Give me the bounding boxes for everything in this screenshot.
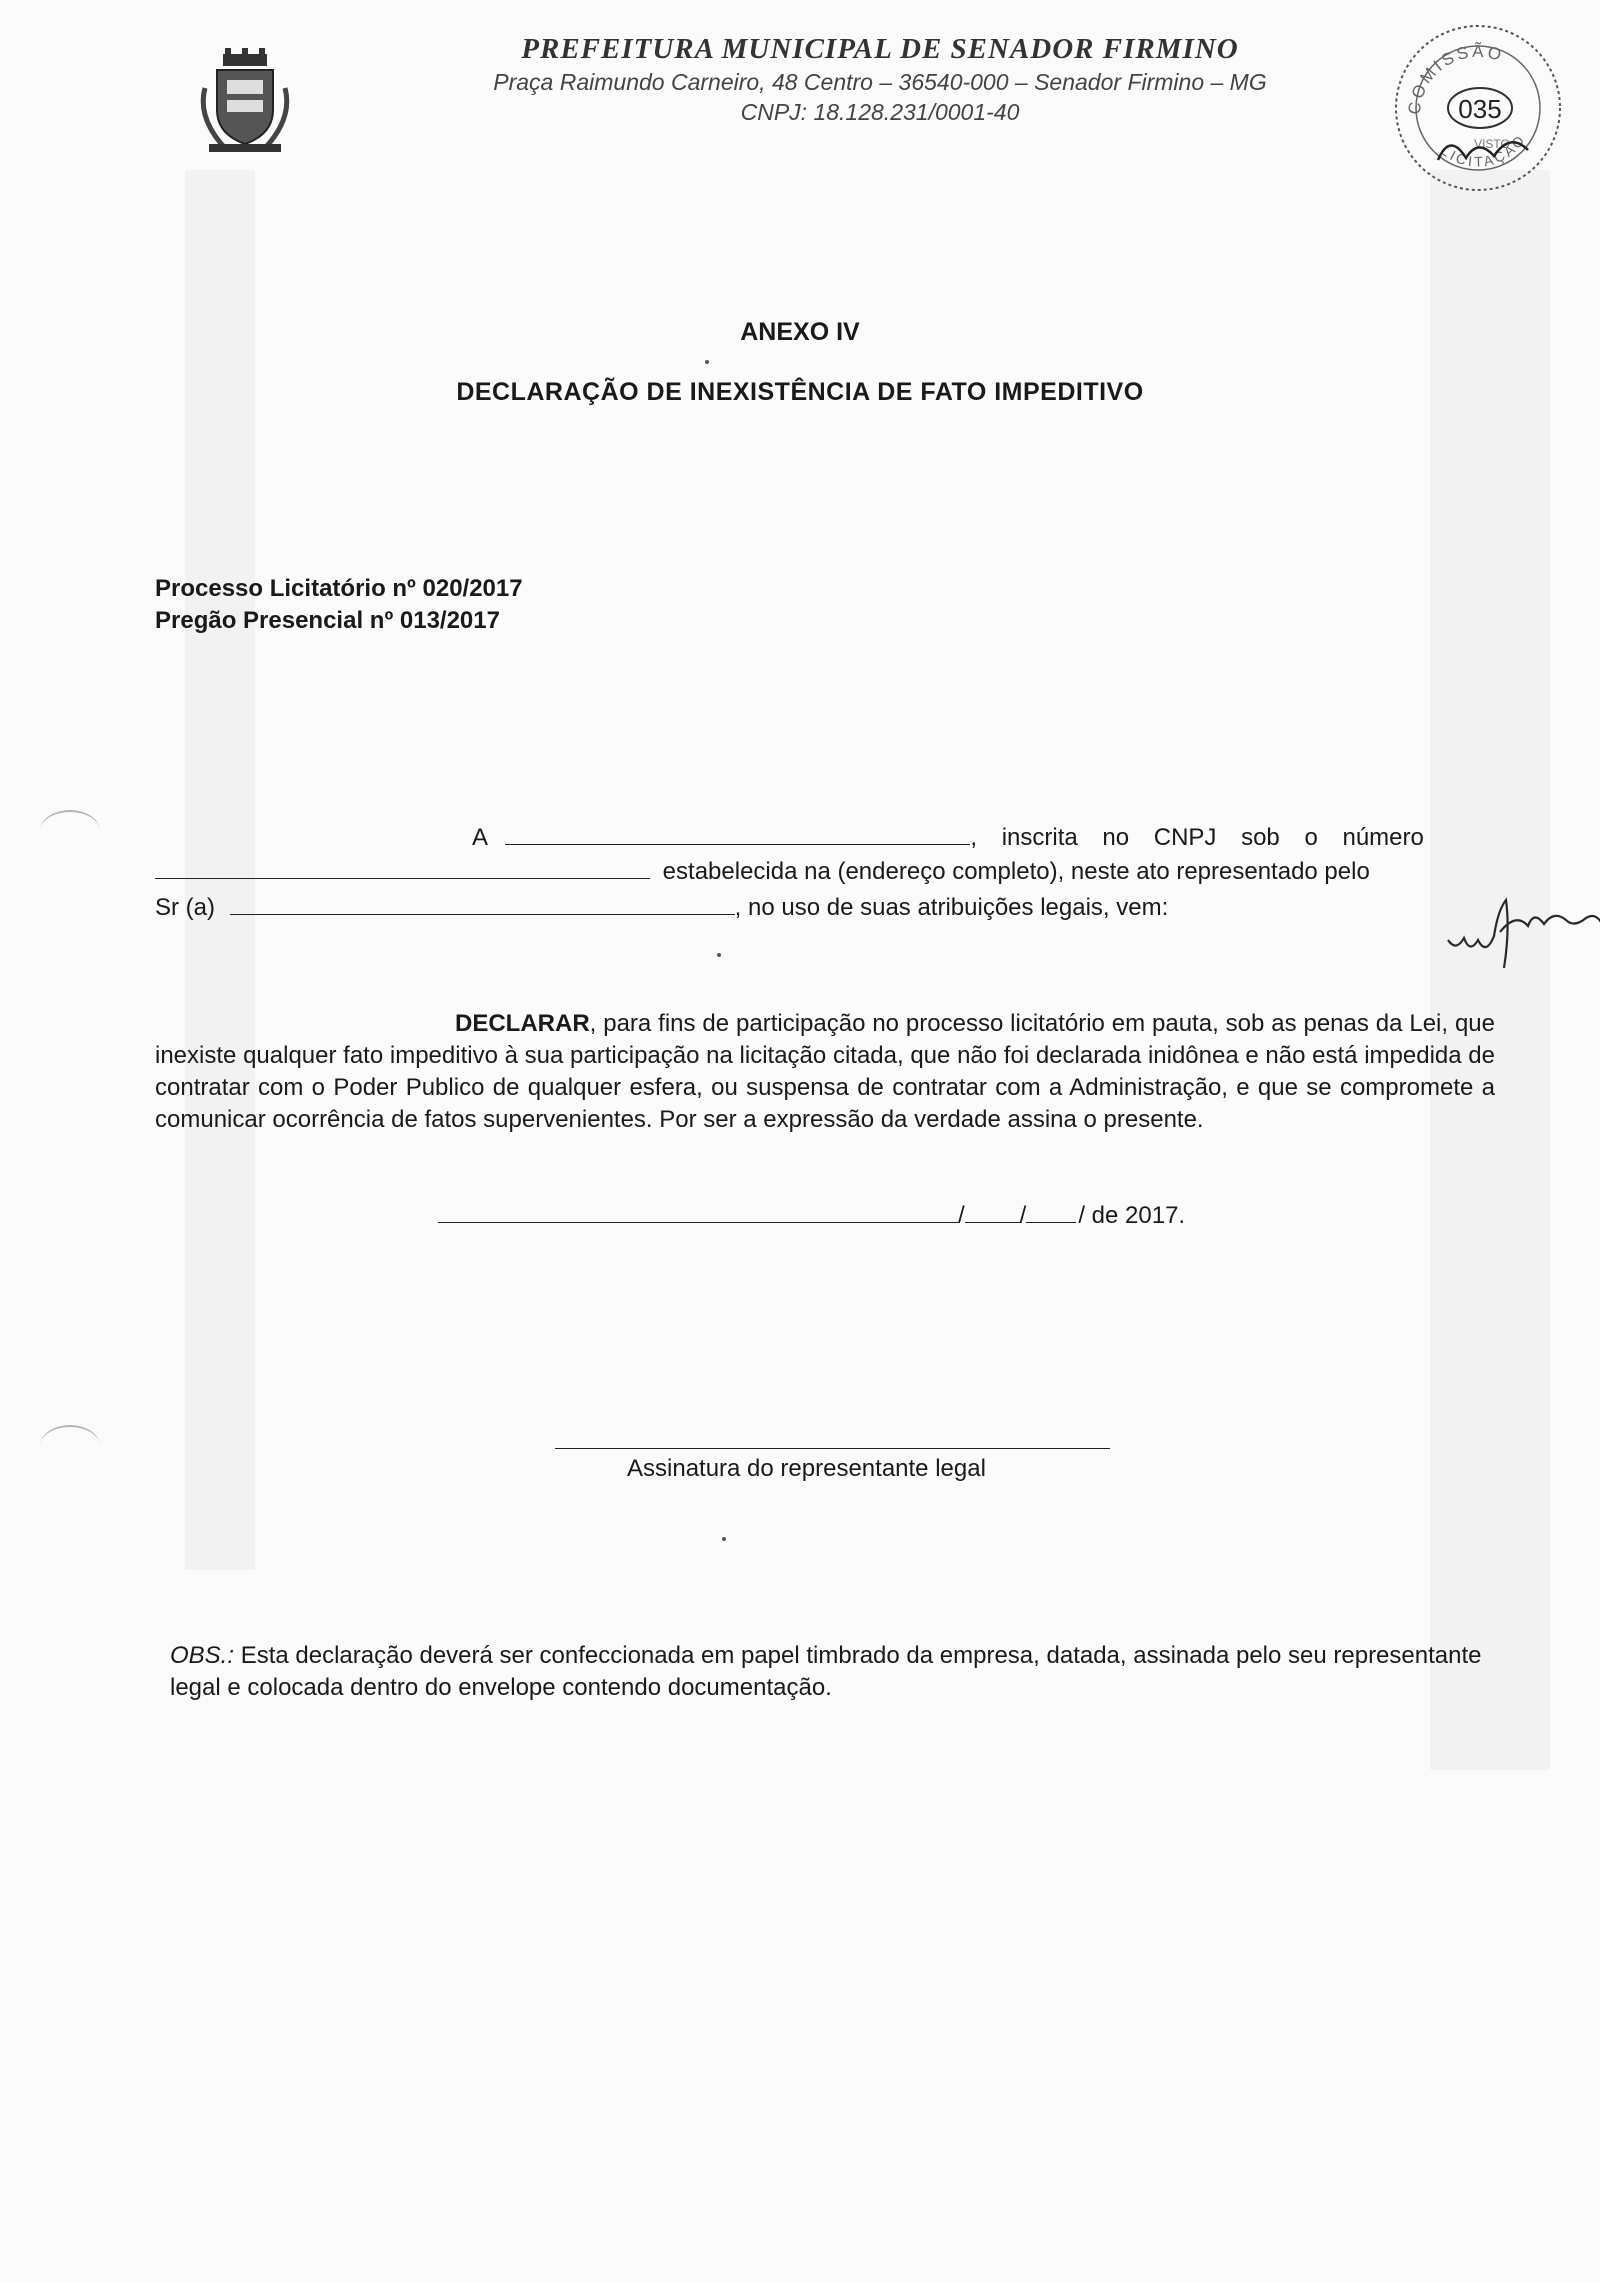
- representative-line: [155, 892, 1168, 922]
- municipality-address: Praça Raimundo Carneiro, 48 Centro – 36540-000 – Senador Firmino – MG: [493, 69, 1267, 95]
- commission-stamp: [1390, 20, 1565, 195]
- powers-text: , no uso de suas atribuições legais, vem:: [734, 894, 1169, 921]
- annex-title: ANEXO IV: [740, 318, 860, 346]
- letterhead: [390, 32, 1370, 126]
- company-prefix: A: [472, 824, 487, 851]
- stamp-top-text: COMISSÃO: [1404, 41, 1507, 116]
- observation-text: Esta declaração deverá ser confeccionada em papel timbrado da empresa, datada, assinada pelo seu representante legal e colocada dentro do envelope contendo documentação.: [170, 1642, 1482, 1701]
- date-sep-1: /: [958, 1202, 965, 1229]
- scan-speck: [722, 1537, 726, 1541]
- scan-ghost-right: [1430, 170, 1550, 1770]
- declaration-lead: DECLARAR: [455, 1010, 590, 1037]
- punch-hole-top: [40, 810, 100, 852]
- representative-prefix: Sr (a): [155, 894, 215, 921]
- punch-hole-bottom: [40, 1425, 100, 1467]
- date-sep-2: /: [1019, 1202, 1027, 1229]
- process-number: Processo Licitatório nº 020/2017: [155, 575, 523, 602]
- address-line: [155, 856, 1370, 886]
- auction-number: Pregão Presencial nº 013/2017: [155, 607, 500, 634]
- day-blank[interactable]: [965, 1200, 1020, 1223]
- cnpj-text: , inscrita no CNPJ sob o número: [970, 824, 1424, 851]
- declaration-title: DECLARAÇÃO DE INEXISTÊNCIA DE FATO IMPEDITIVO: [456, 378, 1144, 406]
- scan-speck: [717, 953, 721, 957]
- stamp-bottom-text: LICITAÇÃO: [1438, 130, 1530, 170]
- scan-speck: [705, 360, 709, 364]
- representative-name-blank[interactable]: [230, 892, 735, 915]
- signature-caption: Assinatura do representante legal: [627, 1455, 986, 1482]
- place-blank[interactable]: [438, 1200, 958, 1223]
- observation-label: OBS.:: [170, 1642, 235, 1669]
- company-line: [472, 822, 1424, 852]
- handwritten-rubric: [1440, 880, 1600, 970]
- date-suffix: / de 2017.: [1078, 1202, 1186, 1229]
- declaration-paragraph: [155, 1008, 1495, 1136]
- municipality-cnpj: CNPJ: 18.128.231/0001-40: [740, 99, 1020, 125]
- signature-line[interactable]: [555, 1448, 1110, 1449]
- cnpj-number-blank[interactable]: [155, 856, 650, 879]
- observation-note: [170, 1640, 1510, 1704]
- address-text: estabelecida na (endereço completo), neste ato representado pelo: [662, 858, 1370, 885]
- municipality-name: PREFEITURA MUNICIPAL DE SENADOR FIRMINO: [521, 33, 1239, 65]
- month-blank[interactable]: [1026, 1200, 1076, 1223]
- date-line: [438, 1200, 1185, 1230]
- municipal-crest-icon: [195, 48, 295, 158]
- stamp-mid-text: VISTO: [1474, 137, 1510, 151]
- stamp-number: 035: [1458, 94, 1502, 124]
- company-name-blank[interactable]: [505, 822, 970, 845]
- declaration-text: , para fins de participação no processo licitatório em pauta, sob as penas da Lei, que inexiste qualquer fato impeditivo à sua participação na licitação citada, que não foi declarada inidônea e não está impedida de contratar com o Poder Publico de qualquer esfera, ou suspensa de contratar com a Administração, e que se compromete a comunicar ocorrência de fatos supervenientes. Por ser a expressão da verdade assina o presente.: [155, 1010, 1495, 1133]
